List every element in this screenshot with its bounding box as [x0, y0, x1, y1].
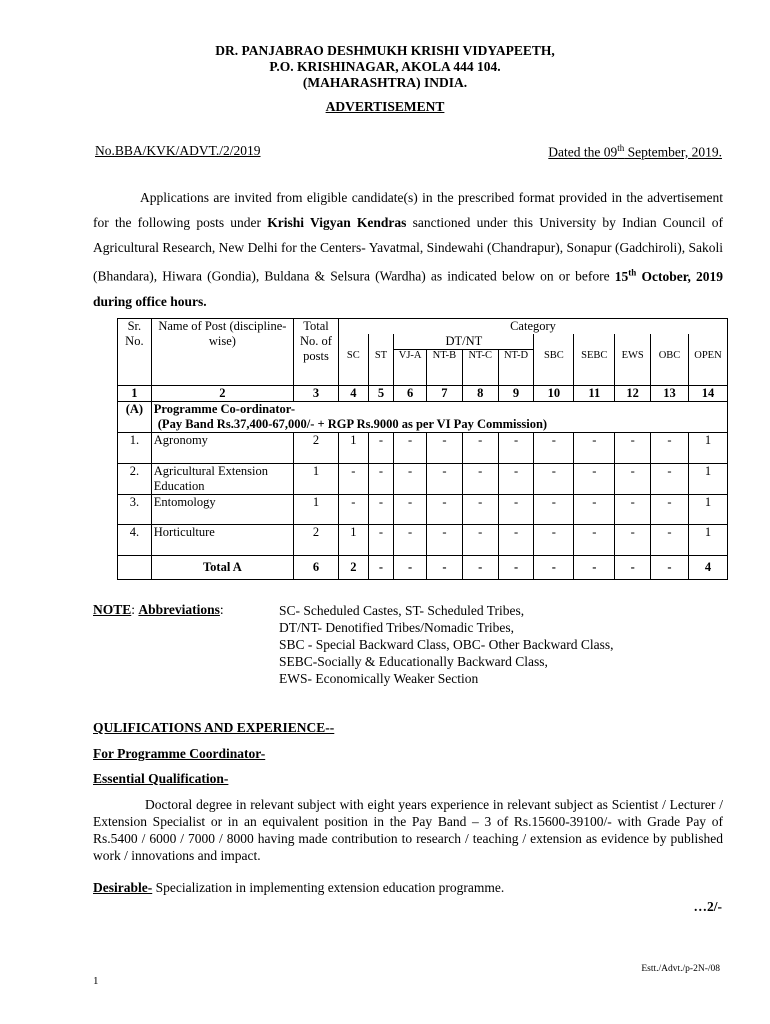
table-row: [118, 433, 728, 464]
total-cell: -: [394, 556, 427, 580]
essential-qualification-text: Doctoral degree in relevant subject with eight years experience in relevant subject as Scientist / Lecturer / Extension Specialist or in an equivalent position in the Pay Band – 3 of Rs.15600-39100/- with Grade Pay of Rs.5400 / 6000 / 7000 / 8000 having made contribution to research / teaching / extension as evidence by published work / innovations and impact.: [93, 797, 723, 863]
abbreviation-line: SBC - Special Backward Class, OBC- Other Backward Class,: [279, 637, 614, 652]
row-cell: -: [574, 464, 615, 495]
total-cell: -: [368, 556, 394, 580]
col-num: 6: [394, 386, 427, 402]
col-num: 11: [574, 386, 615, 402]
essential-qualification-heading: Essential Qualification-: [93, 771, 229, 786]
row-cell: -: [368, 464, 394, 495]
col-ntc: NT-C: [462, 350, 498, 386]
footer-code: Estt./Advt./p-2N-/08: [641, 964, 720, 974]
row-cell: 1: [688, 495, 727, 525]
section-row: [118, 402, 728, 433]
row-cell: -: [574, 525, 615, 556]
row-post-name: Agricultural Extension Education: [151, 464, 293, 495]
total-cell: 2: [339, 556, 369, 580]
section-title: Programme Co-ordinator- (Pay Band Rs.37,400-67,000/- + RGP Rs.9000 as per VI Pay Commission): [151, 402, 727, 433]
row-cell: -: [427, 464, 463, 495]
table-row: [118, 464, 728, 495]
total-cell: 4: [688, 556, 727, 580]
row-sr: 4.: [118, 525, 152, 556]
table-header-row: [118, 319, 728, 335]
col-num: 9: [498, 386, 534, 402]
row-total: 2: [294, 433, 339, 464]
row-cell: 1: [688, 433, 727, 464]
row-cell: -: [534, 525, 574, 556]
total-label: Total A: [151, 556, 293, 580]
row-total: 2: [294, 525, 339, 556]
row-cell: -: [574, 495, 615, 525]
section-sr: (A): [118, 402, 152, 433]
row-cell: -: [615, 495, 651, 525]
row-cell: -: [462, 525, 498, 556]
header-sr-no: Sr. No.: [118, 319, 152, 386]
row-cell: -: [427, 433, 463, 464]
university-state: (MAHARASHTRA) INDIA.: [302, 75, 468, 90]
row-total: 1: [294, 464, 339, 495]
row-cell: -: [339, 464, 369, 495]
qualifications-heading: QULIFICATIONS AND EXPERIENCE--: [93, 720, 335, 735]
row-post-name: Entomology: [151, 495, 293, 525]
col-num: 8: [462, 386, 498, 402]
row-cell: -: [368, 433, 394, 464]
col-st: ST: [368, 350, 394, 386]
header-total-posts: Total No. of posts: [294, 319, 339, 386]
row-cell: -: [651, 495, 689, 525]
row-cell: -: [498, 433, 534, 464]
col-num: 1: [118, 386, 152, 402]
row-sr: 3.: [118, 495, 152, 525]
abbreviation-line: SC- Scheduled Castes, ST- Scheduled Tribes,: [279, 603, 525, 618]
col-num: 10: [534, 386, 574, 402]
col-sebc: SEBC: [574, 350, 615, 386]
col-vja: VJ-A: [394, 350, 427, 386]
row-cell: -: [651, 464, 689, 495]
row-cell: -: [534, 433, 574, 464]
row-cell: -: [427, 495, 463, 525]
row-post-name: Agronomy: [151, 433, 293, 464]
header-dtnt: DT/NT: [394, 334, 534, 350]
abbreviation-line: EWS- Economically Weaker Section: [279, 671, 479, 686]
total-cell: -: [534, 556, 574, 580]
row-sr: 2.: [118, 464, 152, 495]
total-value: 6: [294, 556, 339, 580]
total-cell: -: [498, 556, 534, 580]
row-cell: -: [462, 433, 498, 464]
col-ews: EWS: [615, 350, 651, 386]
col-num: 7: [427, 386, 463, 402]
col-num: 3: [294, 386, 339, 402]
table-row: [118, 495, 728, 525]
row-cell: -: [394, 495, 427, 525]
note-label: NOTE: Abbreviations:: [93, 602, 224, 617]
desirable-line: Desirable- Specialization in implementing extension education programme.: [93, 880, 505, 895]
total-cell: -: [615, 556, 651, 580]
row-cell: -: [574, 433, 615, 464]
continued-marker: …2/-: [693, 899, 722, 914]
intro-paragraph: Applications are invited from eligible candidate(s) in the prescribed format provided in the advertisement for the following posts under Krishi Vigyan Kendras sanctioned under this University by Indian Council of Agricultural Research, New Delhi for the Centers- Yavatmal, Sindewahi (Chandrapur), Sonapur (Gadchiroli), Sakoli (Bhandara), Hiwara (Gondia), Buldana & Selsura (Wardha) as indicated below on or before 15th October, 2019 during office hours.: [93, 190, 724, 309]
advertisement-number: No.BBA/KVK/ADVT./2/2019: [95, 143, 261, 158]
total-cell: -: [574, 556, 615, 580]
row-post-name: Horticulture: [151, 525, 293, 556]
row-cell: -: [368, 525, 394, 556]
col-obc: OBC: [651, 350, 689, 386]
row-cell: 1: [339, 525, 369, 556]
row-cell: 1: [688, 525, 727, 556]
university-address: P.O. KRISHINAGAR, AKOLA 444 104.: [269, 59, 501, 74]
table-row: [118, 525, 728, 556]
row-cell: -: [394, 433, 427, 464]
header-category: Category: [339, 319, 728, 335]
row-cell: -: [498, 525, 534, 556]
programme-coordinator-heading: For Programme Coordinator-: [93, 746, 266, 761]
col-num: 2: [151, 386, 293, 402]
advertisement-date: Dated the 09th September, 2019.: [548, 143, 722, 160]
row-total: 1: [294, 495, 339, 525]
row-cell: -: [615, 433, 651, 464]
row-cell: -: [462, 495, 498, 525]
row-cell: -: [368, 495, 394, 525]
row-cell: -: [498, 464, 534, 495]
abbreviation-line: DT/NT- Denotified Tribes/Nomadic Tribes,: [279, 620, 515, 635]
row-sr: 1.: [118, 433, 152, 464]
total-cell: -: [651, 556, 689, 580]
col-num: 13: [651, 386, 689, 402]
posts-table: [117, 318, 728, 580]
row-cell: -: [339, 495, 369, 525]
column-number-row: [118, 386, 728, 402]
col-open: OPEN: [688, 350, 727, 386]
col-ntb: NT-B: [427, 350, 463, 386]
total-cell: -: [427, 556, 463, 580]
row-cell: -: [615, 525, 651, 556]
row-cell: -: [651, 525, 689, 556]
row-cell: -: [427, 525, 463, 556]
total-row: [118, 556, 728, 580]
row-cell: 1: [688, 464, 727, 495]
row-cell: -: [615, 464, 651, 495]
row-cell: -: [394, 464, 427, 495]
col-sbc: SBC: [534, 350, 574, 386]
row-cell: -: [394, 525, 427, 556]
abbreviations-list: [279, 602, 613, 687]
col-num: 4: [339, 386, 369, 402]
row-cell: -: [534, 464, 574, 495]
document-title: ADVERTISEMENT: [325, 99, 445, 114]
abbreviation-line: SEBC-Socially & Educationally Backward Class,: [279, 654, 548, 669]
row-cell: 1: [339, 433, 369, 464]
col-num: 14: [688, 386, 727, 402]
col-ntd: NT-D: [498, 350, 534, 386]
col-num: 12: [615, 386, 651, 402]
header-post-name: Name of Post (discipline-wise): [151, 319, 293, 386]
col-sc: SC: [339, 350, 369, 386]
row-cell: -: [498, 495, 534, 525]
university-name: DR. PANJABRAO DESHMUKH KRISHI VIDYAPEETH,: [215, 43, 555, 58]
col-num: 5: [368, 386, 394, 402]
total-cell: -: [462, 556, 498, 580]
page-number: 1: [93, 975, 99, 987]
row-cell: -: [462, 464, 498, 495]
row-cell: -: [651, 433, 689, 464]
row-cell: -: [534, 495, 574, 525]
